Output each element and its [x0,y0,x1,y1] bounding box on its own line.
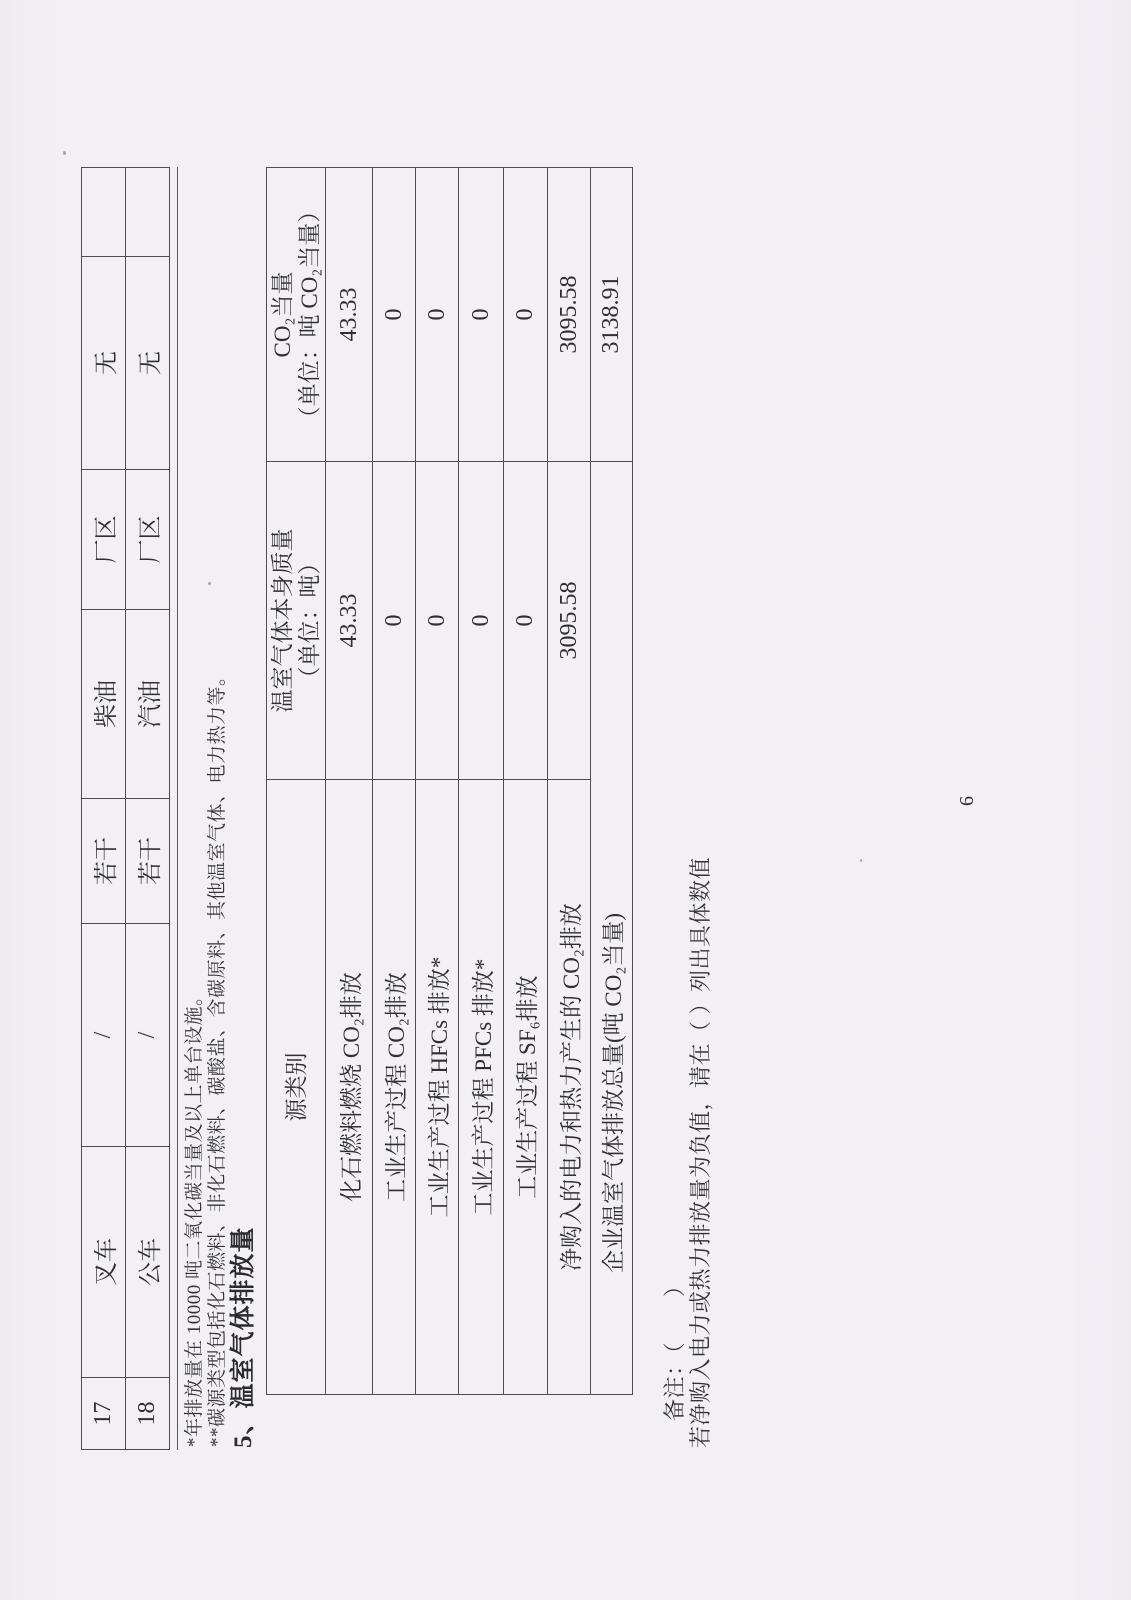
scan-speckle [860,859,862,862]
co2e-value: 43.33 [326,168,373,462]
source-label: 工业生产过程 PFCs 排放* [459,780,504,1395]
note-cell: 无 [126,257,170,470]
mass-value: 0 [416,462,459,780]
mass-value: 3095.58 [548,462,591,780]
footnote-carbon-source-types: **碳源类型包括化石燃料、非化石燃料、碳酸盐、含碳原料、其他温室气体、电力热力等。 [207,666,228,1447]
empty-cell [126,168,170,257]
co2e-value: 0 [416,168,459,462]
remark-negative-value-note: 若净购入电力或热力排放量为负值，请在（ ）列出具体数值 [688,856,713,1448]
scan-speckle [63,151,66,155]
equipment-table [81,167,170,1450]
co2e-value: 3095.58 [548,168,591,462]
table-row [416,168,459,1395]
location-cell: 厂区 [126,470,170,610]
table-bottom-rule [177,167,178,1450]
page-number: 6 [956,796,978,806]
slash-cell: / [82,924,126,1147]
header-gas-mass: 温室气体本身质量 （单位：吨） [267,462,326,780]
empty-cell [82,168,126,257]
header-co2-equivalent: CO₂当量 （单位：吨 CO₂当量） [267,168,326,462]
source-label: 工业生产过程 CO₂排放 [373,780,416,1395]
section-title: 5、温室气体排放量 [230,1226,257,1448]
table-row [373,168,416,1395]
equipment-name-cell: 公车 [126,1147,170,1378]
table-row [82,168,126,1450]
location-cell: 厂区 [82,470,126,610]
mass-value: 0 [373,462,416,780]
ghg-emissions-table [266,167,633,1395]
slash-cell: / [126,924,170,1147]
source-label: 工业生产过程 HFCs 排放* [416,780,459,1395]
total-label: 企业温室气体排放总量(吨 CO₂当量) [591,462,633,1395]
note-cell: 无 [82,257,126,470]
fuel-cell: 柴油 [82,610,126,799]
quantity-cell: 若干 [82,799,126,924]
remark-beizhu: 备注：（ ） [662,1274,687,1421]
source-label: 化石燃料燃烧 CO₂排放 [326,780,373,1395]
table-row [548,168,591,1395]
co2e-value: 0 [373,168,416,462]
source-label: 净购入的电力和热力产生的 CO₂排放 [548,780,591,1395]
table-row [126,168,170,1450]
scan-speckle [208,582,211,585]
footnote-annual-emission: *年排放量在 10000 吨二氧化碳当量及以上单台设施。 [184,986,205,1447]
co2e-value: 0 [459,168,504,462]
table-row [326,168,373,1395]
header-source-category: 源类别 [267,780,326,1395]
source-label: 工业生产过程 SF₆排放 [504,780,548,1395]
mass-value: 0 [504,462,548,780]
total-row [591,168,633,1395]
row-number-cell: 18 [126,1378,170,1450]
quantity-cell: 若干 [126,799,170,924]
row-number-cell: 17 [82,1378,126,1450]
table-row [459,168,504,1395]
fuel-cell: 汽油 [126,610,170,799]
co2e-value: 0 [504,168,548,462]
header-row [267,168,326,1395]
total-co2e-value: 3138.91 [591,168,633,462]
table-row [504,168,548,1395]
equipment-name-cell: 叉车 [82,1147,126,1378]
mass-value: 43.33 [326,462,373,780]
mass-value: 0 [459,462,504,780]
